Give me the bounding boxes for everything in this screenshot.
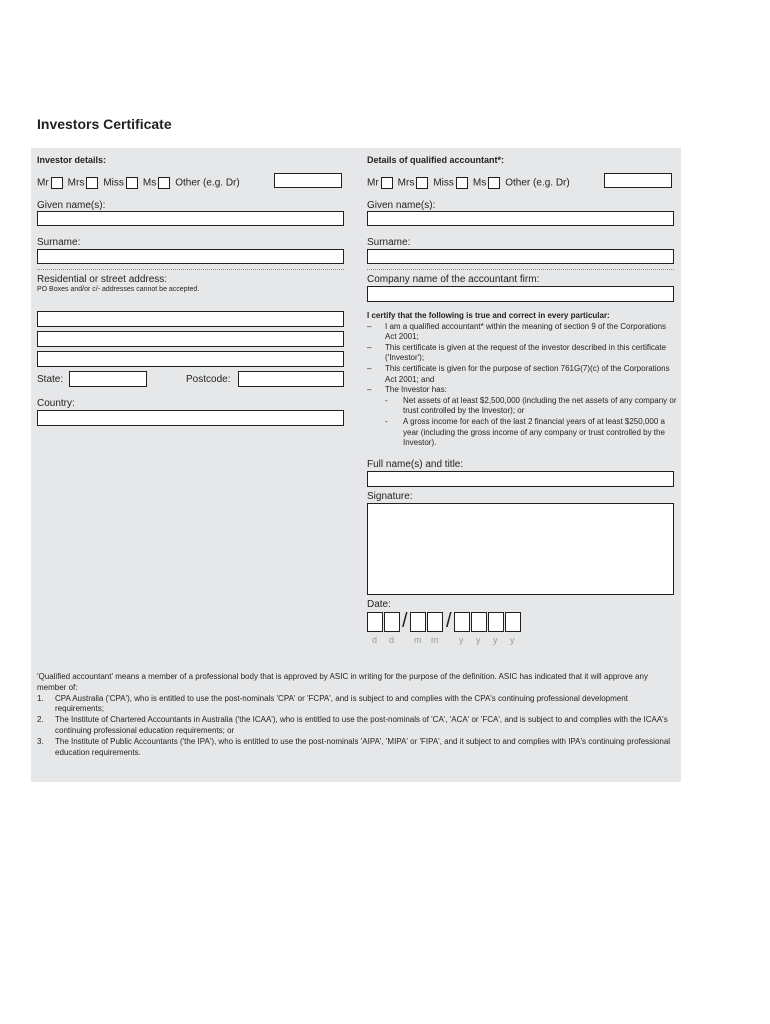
investor-title-other-label: Other (e.g. Dr) [175,177,240,189]
investor-given-names-label: Given name(s): [37,200,106,211]
date-year-box-4[interactable] [505,612,521,632]
accountant-title-mrs-checkbox[interactable] [416,177,428,189]
accountant-title-other-input[interactable] [604,173,672,188]
accountant-heading: Details of qualified accountant*: [367,155,505,165]
investor-title-miss-checkbox[interactable] [126,177,138,189]
certification-subitem: - A gross income for each of the last 2 financial years of at least $250,000 a year (including the gross income of any company or trust controlled by the Investor). [385,416,665,448]
page-title: Investors Certificate [37,116,172,132]
footnote-item: 3. The Institute of Public Accountants ('the IPA'), who is entitled to use the post-nominals 'AIPA', 'MIPA' or 'FIPA', and it subject to and complies with IPA's continuing professional education requirements. [37,736,671,757]
investor-title-mrs-label: Mrs [67,177,85,189]
investor-given-names-input[interactable] [37,211,344,226]
investor-heading: Investor details: [37,155,107,165]
accountant-given-names-input[interactable] [367,211,674,226]
divider [37,269,344,270]
certification-text [367,311,677,449]
investor-country-input[interactable] [37,410,344,426]
certification-item: – This certificate is given for the purpose of section 761G(7)(c) of the Corporations Act 2001; and [367,363,670,384]
date-hint-y: y [493,635,498,645]
accountant-fullname-input[interactable] [367,471,674,487]
certification-subitem: - Net assets of at least $2,500,000 (including the net assets of any company or trust controlled by the Investor); or [385,395,677,416]
accountant-surname-input[interactable] [367,249,674,264]
investor-country-label: Country: [37,398,75,409]
investor-state-input[interactable] [69,371,147,387]
accountant-title-options [367,177,570,189]
accountant-title-ms-label: Ms [472,177,487,189]
investor-postcode-input[interactable] [238,371,344,387]
accountant-signature-box[interactable] [367,503,674,595]
date-hint-y: y [510,635,515,645]
date-separator: / [446,610,452,632]
accountant-company-label: Company name of the accountant firm: [367,274,540,285]
footnote-item: 2. The Institute of Chartered Accountants in Australia ('the ICAA'), who is entitled to use the post-nominals of 'CA', 'ACA' or 'FCA', and is subject to and complies with the ICAA's continuing professional education requirements; or [37,715,668,735]
date-year-box-2[interactable] [471,612,487,632]
accountant-title-mrs-label: Mrs [397,177,415,189]
accountant-title-miss-label: Miss [433,177,454,189]
accountant-company-input[interactable] [367,286,674,302]
accountant-signature-label: Signature: [367,491,413,502]
date-year-box-3[interactable] [488,612,504,632]
investor-state-label: State: [37,374,64,385]
accountant-fullname-label: Full name(s) and title: [367,459,464,470]
certification-item: – This certificate is given at the request of the investor described in this certificate ('Investor'); [367,342,667,363]
date-input-group [367,612,537,644]
investor-title-other-input[interactable] [274,173,342,188]
date-day-box-1[interactable] [367,612,383,632]
certification-heading: I certify that the following is true and correct in every particular: [367,311,610,320]
investor-title-miss-label: Miss [103,177,124,189]
date-separator: / [402,610,408,632]
date-hint-d: d [389,635,395,645]
date-hint-y: y [459,635,464,645]
footnote-intro: 'Qualified accountant' means a member of a professional body that is approved by ASIC in writing for the purpose of the definition. ASIC has indicated that it will approve any member of: [37,672,648,692]
footnote-item: 1. CPA Australia ('CPA'), who is entitled to use the post-nominals 'CPA' or 'FCPA', and is subject to and complies with the CPA's continuing professional development requirements; [37,693,628,714]
date-hint-m: m [431,635,439,645]
accountant-surname-label: Surname: [367,237,411,248]
investor-title-ms-label: Ms [142,177,157,189]
accountant-title-mr-label: Mr [367,177,379,189]
investor-address-line-1[interactable] [37,311,344,327]
date-month-box-2[interactable] [427,612,443,632]
investor-surname-input[interactable] [37,249,344,264]
certification-item: – I am a qualified accountant* within the meaning of section 9 of the Corporations Act 2001; [367,321,667,342]
form-panel [31,148,681,782]
accountant-date-label: Date: [367,599,391,610]
investor-title-mr-checkbox[interactable] [51,177,63,189]
accountant-title-ms-checkbox[interactable] [488,177,500,189]
investor-address-line-2[interactable] [37,331,344,347]
accountant-given-names-label: Given name(s): [367,200,436,211]
investor-postcode-label: Postcode: [186,374,231,385]
investor-title-mrs-checkbox[interactable] [86,177,98,189]
investor-address-label: Residential or street address: [37,274,168,285]
divider [367,269,674,270]
date-year-box-1[interactable] [454,612,470,632]
investor-title-mr-label: Mr [37,177,49,189]
investor-title-options [37,177,240,189]
date-hint-m: m [414,635,422,645]
date-hint-d: d [372,635,378,645]
investor-address-line-3[interactable] [37,351,344,367]
certification-item: – The Investor has: [367,385,447,395]
investor-surname-label: Surname: [37,237,81,248]
investor-title-ms-checkbox[interactable] [158,177,170,189]
accountant-title-mr-checkbox[interactable] [381,177,393,189]
date-month-box-1[interactable] [410,612,426,632]
investor-address-note: PO Boxes and/or c/- addresses cannot be accepted. [37,286,200,293]
accountant-title-other-label: Other (e.g. Dr) [505,177,570,189]
qualified-accountant-footnote [37,672,677,758]
accountant-title-miss-checkbox[interactable] [456,177,468,189]
date-day-box-2[interactable] [384,612,400,632]
date-hint-y: y [476,635,481,645]
